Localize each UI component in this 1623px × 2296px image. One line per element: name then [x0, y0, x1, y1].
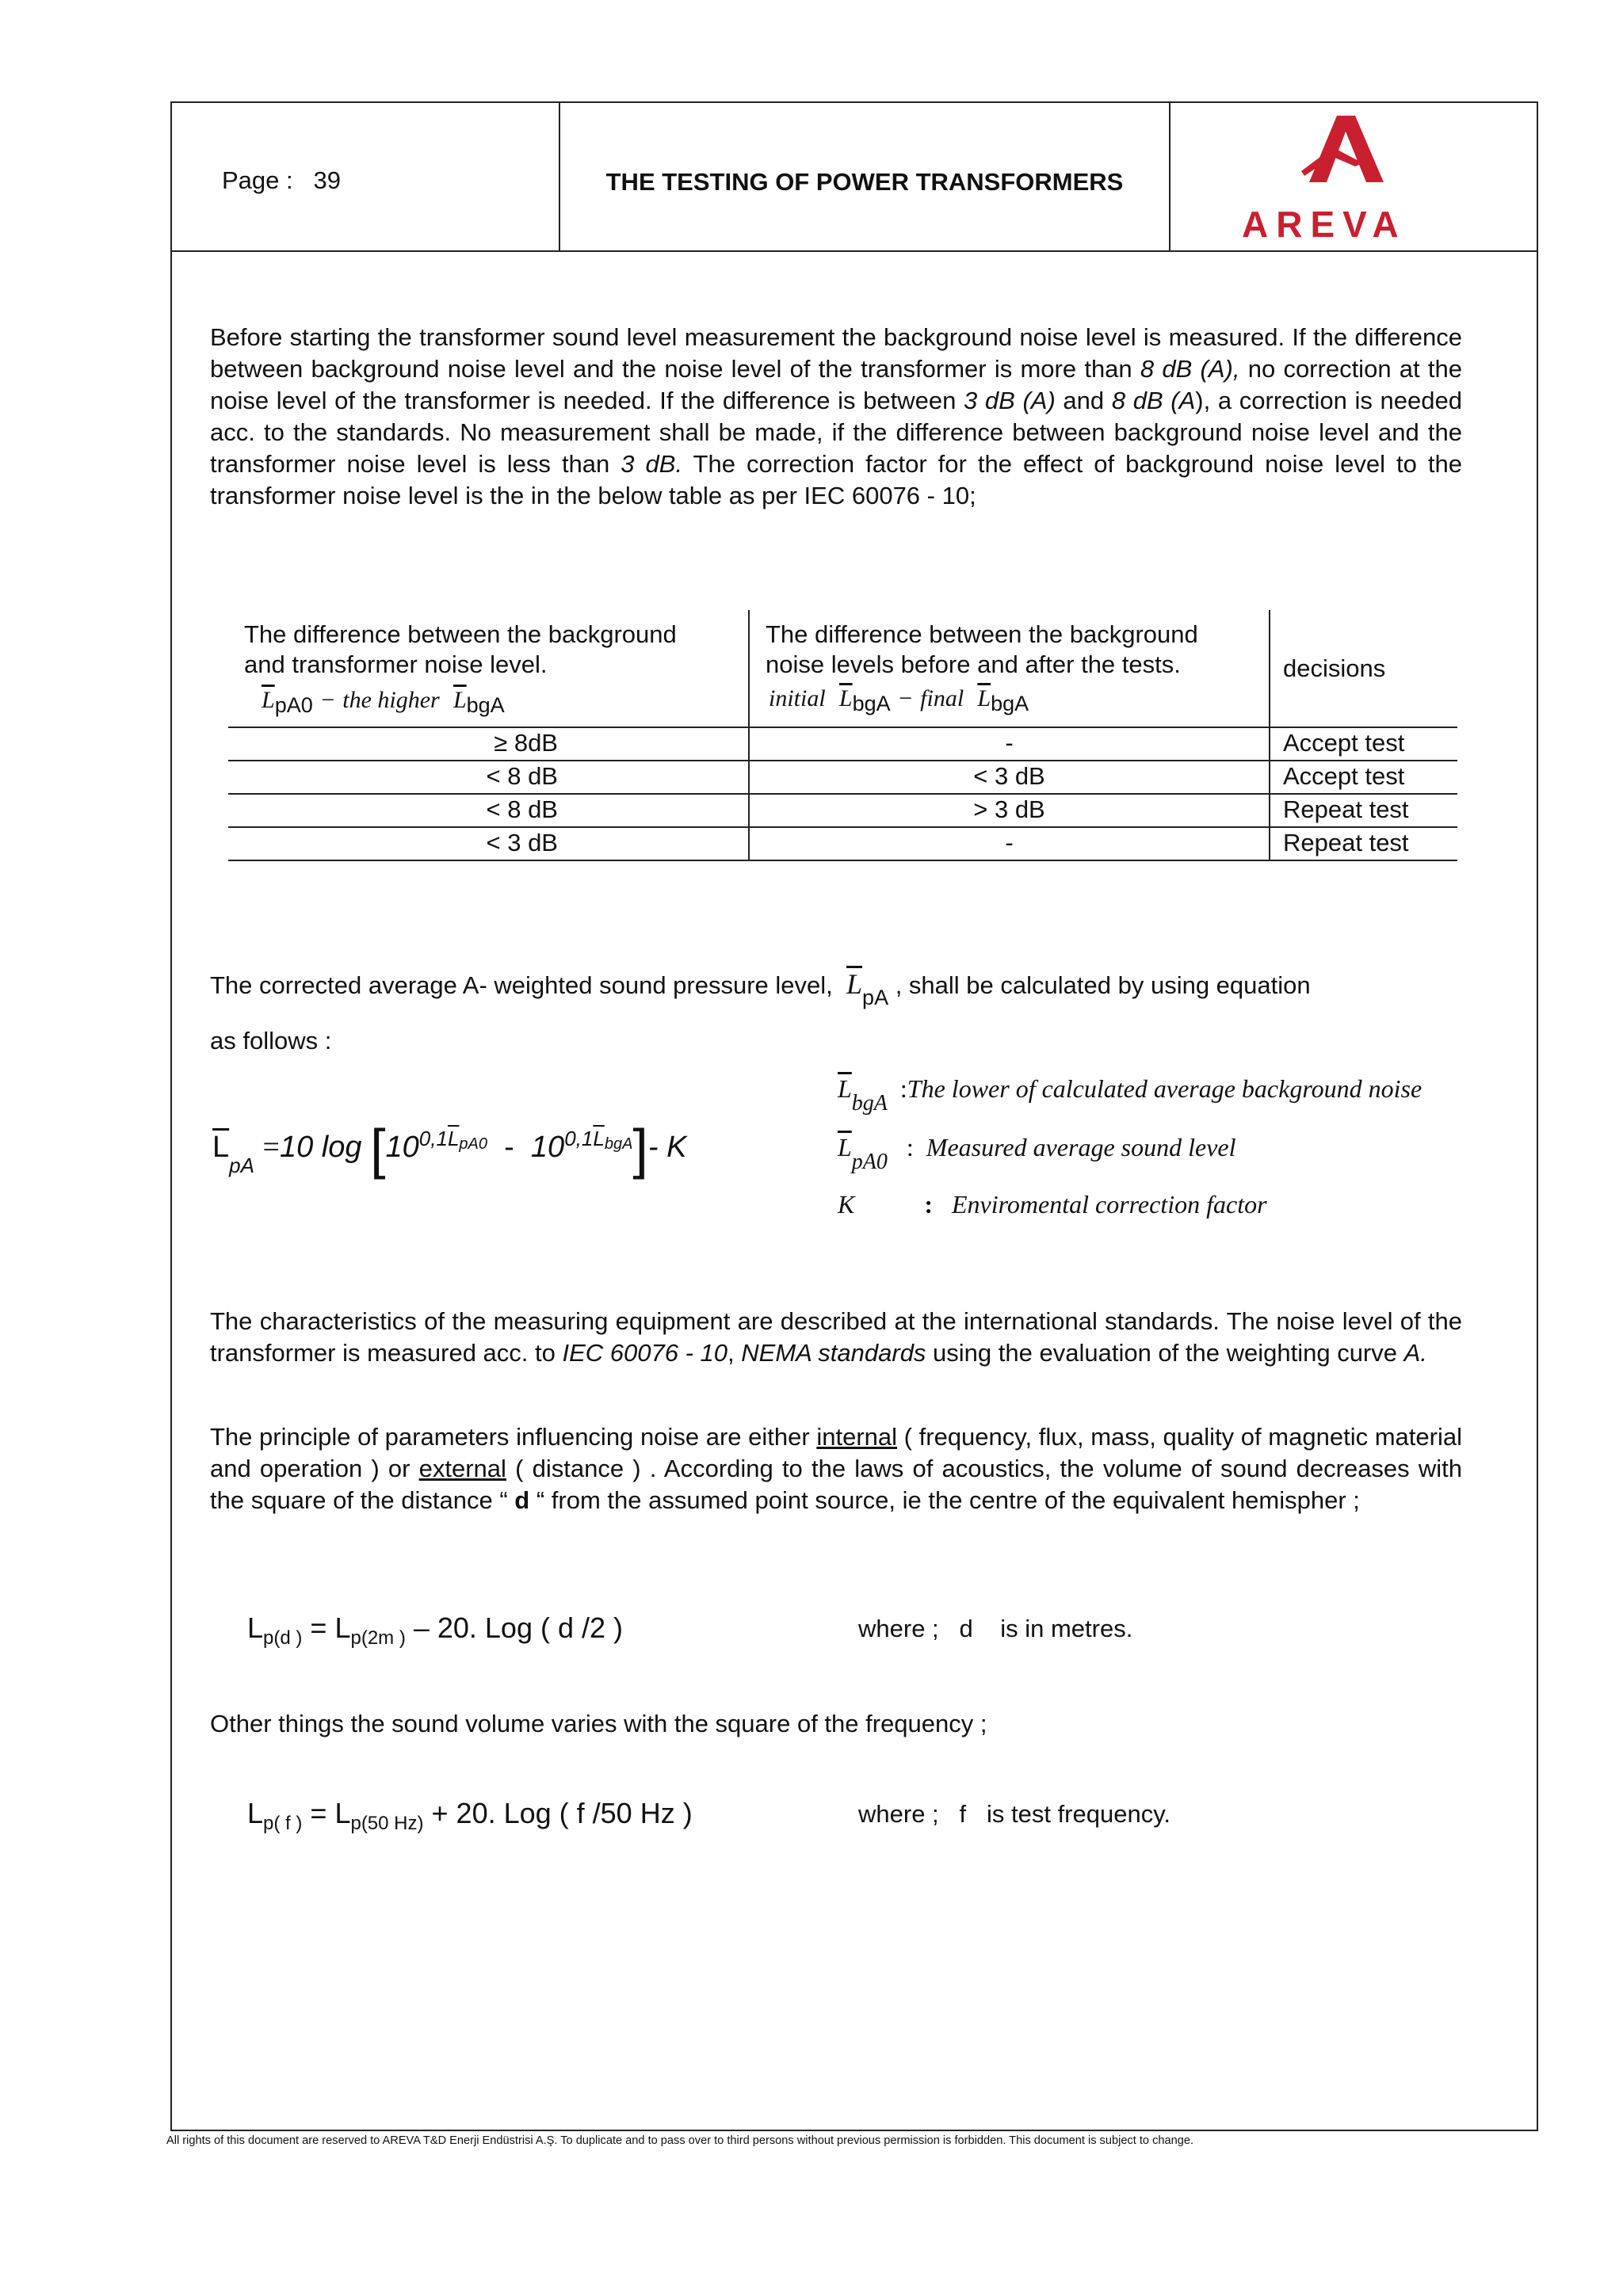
title-cell [560, 103, 1170, 250]
corrected-level-paragraph: The corrected average A- weighted sound pressure level, $\overline{L}pA$ , shall be calculated by using equation [210, 968, 1311, 1009]
distance-equation: $L_{p(d )} = L_{p(2m )} - 20$. Log ( d /2 ) [247, 1611, 624, 1649]
spl-equation: $\overline{L}_{pA} =10$ $\log [10^{0,1\overline{L}pA0} - 10^{0,1\overline{L}bgA}]-$ K [212, 1118, 687, 1180]
table-header-difference: The difference between the background and transformer noise level. $\overline{L}pA0$ − the higher $\overline{L}bgA$ [228, 610, 749, 727]
measuring-equipment-paragraph: The characteristics of the measuring equipment are described at the international standards. The noise level of the transformer is measured acc. to IEC 60076 - 10, NEMA standards using the evaluation of the weighting curve A. [210, 1307, 1462, 1367]
as-follows-text: as follows : [210, 1027, 332, 1055]
document-title: THE TESTING OF POWER TRANSFORMERS [605, 168, 1124, 196]
noise-correction-table [228, 610, 1457, 861]
distance-where: where ; d is in metres. [858, 1615, 1133, 1642]
table-header-background: The difference between the background noise levels before and after the tests. initial $\overline{L}bgA$ − final $\overline{L}bgA$ [749, 610, 1270, 727]
formula-higher: $\overline{L}pA0$ − the higher $\overline{L}bgA$ [262, 687, 505, 717]
table-row: ≥ 8dB - Accept test [228, 727, 1457, 761]
areva-logo-text: AREVA [1242, 204, 1407, 245]
logo-cell [1170, 103, 1538, 250]
formula-initial-final: initial $\overline{L}bgA$ − final $\overline{L}bgA$ [769, 685, 1029, 715]
table-row: < 8 dB < 3 dB Accept test [228, 761, 1457, 794]
page-number: Page : 39 [222, 166, 341, 194]
page-header [170, 101, 1538, 252]
intro-paragraph: Before starting the transformer sound level measurement the background noise level is measured. If the difference between background noise level and the noise level of the transformer is more than 8 dB (A), no correction at the noise level of the transformer is needed. If the difference is between 3 dB (A) and 8 dB (A), a correction is needed acc. to the standards. No measurement shall be made, if the difference between background noise level and the transformer noise level is less than 3 dB. The correction factor for the effect of background noise level to the transformer noise level is the in the below table as per IEC 60076 - 10; [210, 323, 1462, 509]
frequency-equation: $L_{p( f )} = L_{p(50 Hz)} + 20$. Log ( f /50 Hz ) [247, 1797, 693, 1834]
parameters-paragraph: The principle of parameters influencing noise are either internal ( frequency, flux, mass, quality of magnetic material and operation ) or external ( distance ) . According to the laws of acoustics, the volume of sound decreases with the square of the distance “ d “ from the assumed point source, ie the centre of the equivalent hemispher ; [210, 1423, 1462, 1514]
frequency-paragraph: Other things the sound volume varies with the square of the frequency ; [210, 1710, 987, 1737]
legend-lpa0: $\overline{L}pA0$ : Measured average sound level [838, 1133, 1236, 1174]
table-header-decisions: decisions [1283, 654, 1386, 682]
copyright-footer: All rights of this document are reserved to AREVA T&D Enerji Endüstrisi A.Ş. To duplicate and to pass over to third persons without previous permission is forbidden. This document is subject to change. [166, 2134, 1193, 2147]
frequency-where: where ; f is test frequency. [858, 1800, 1171, 1828]
areva-logo-icon [1301, 116, 1388, 203]
table-row: < 3 dB - Repeat test [228, 827, 1457, 860]
table-header-row [228, 610, 1457, 727]
table-row: < 8 dB > 3 dB Repeat test [228, 794, 1457, 827]
legend-k: K : Enviromental correction factor [838, 1190, 1267, 1219]
page-cell [172, 103, 560, 250]
legend-lbga: $\overline{L}bgA$ :The lower of calculated average background noise [838, 1074, 1423, 1116]
